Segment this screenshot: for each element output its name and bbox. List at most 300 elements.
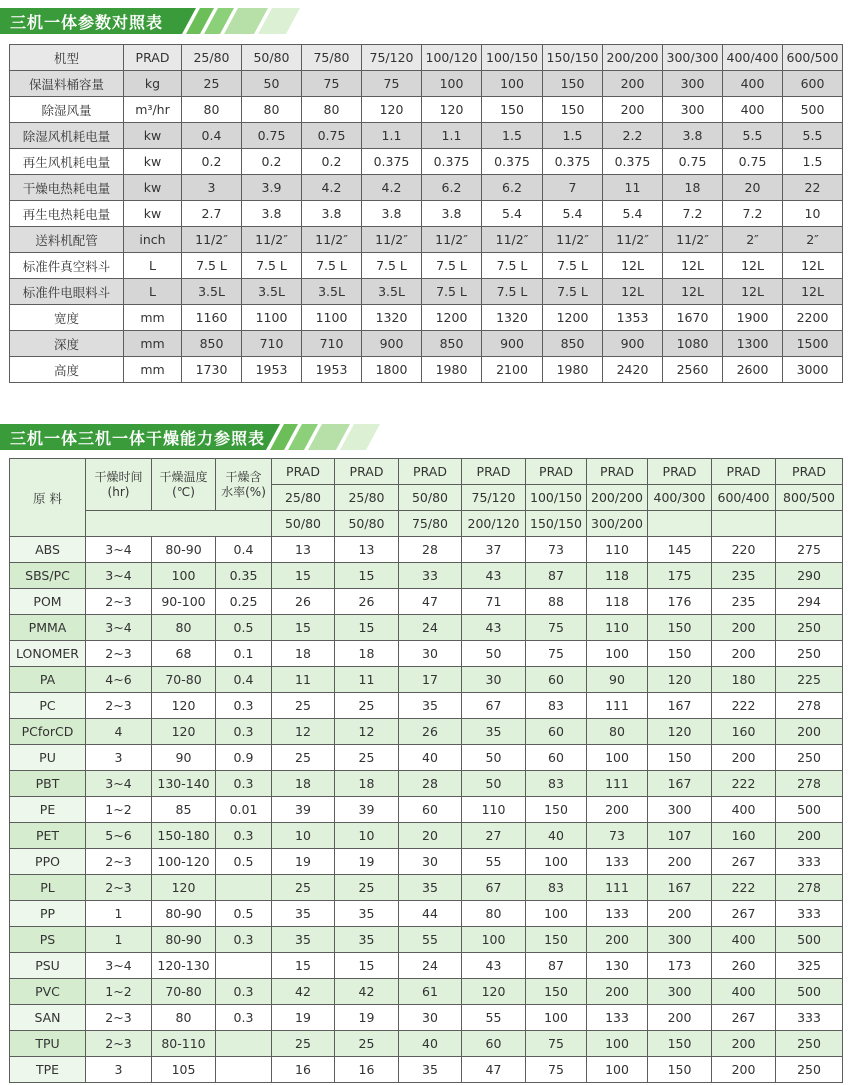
row-unit: kw — [124, 123, 182, 149]
value-cell: 900 — [362, 331, 422, 357]
capacity-cell: 12 — [272, 719, 335, 745]
capacity-cell: 19 — [335, 1005, 399, 1031]
table-row — [10, 175, 843, 201]
capacity-cell: 18 — [335, 771, 399, 797]
value-cell: 400 — [723, 71, 783, 97]
capacity-cell: 19 — [335, 849, 399, 875]
capacity-cell: 18 — [272, 771, 335, 797]
capacity-cell: 55 — [462, 849, 526, 875]
value-cell: 100 — [422, 71, 482, 97]
value-cell: 7.5 L — [543, 253, 603, 279]
value-cell: 80 — [302, 97, 362, 123]
value-cell: 12L — [603, 253, 663, 279]
material-cell: TPU — [10, 1031, 86, 1057]
model-b-header-cell — [712, 511, 776, 537]
capacity-cell: 200 — [712, 615, 776, 641]
header-blank — [86, 511, 272, 537]
capacity-cell: 400 — [712, 927, 776, 953]
value-cell: 12L — [783, 279, 843, 305]
capacity-cell: 150 — [648, 641, 712, 667]
value-cell: 3.8 — [422, 201, 482, 227]
value-cell: 850 — [422, 331, 482, 357]
model-header-cell: 25/80 — [182, 45, 242, 71]
model-b-header-cell: 150/150 — [526, 511, 587, 537]
table-row — [10, 71, 843, 97]
value-cell: 80 — [182, 97, 242, 123]
moisture-cell — [216, 1031, 272, 1057]
capacity-cell: 20 — [399, 823, 462, 849]
value-cell: 0.375 — [422, 149, 482, 175]
value-cell: 1.1 — [422, 123, 482, 149]
capacity-cell: 75 — [526, 615, 587, 641]
capacity-cell: 39 — [272, 797, 335, 823]
capacity-cell: 110 — [462, 797, 526, 823]
capacity-cell: 60 — [399, 797, 462, 823]
row-unit: inch — [124, 227, 182, 253]
value-cell: 850 — [543, 331, 603, 357]
capacity-cell: 30 — [399, 849, 462, 875]
capacity-cell: 118 — [587, 589, 648, 615]
value-cell: 2560 — [663, 357, 723, 383]
capacity-cell: 37 — [462, 537, 526, 563]
table-row — [10, 667, 843, 693]
capacity-cell: 42 — [272, 979, 335, 1005]
model-header-cell: 50/80 — [242, 45, 302, 71]
table-row — [10, 253, 843, 279]
moisture-cell: 0.5 — [216, 901, 272, 927]
header-drying-time-unit: (hr) — [107, 484, 130, 499]
capacity-cell: 200 — [776, 719, 843, 745]
material-cell: PSU — [10, 953, 86, 979]
value-cell: 1100 — [302, 305, 362, 331]
capacity-cell: 200 — [587, 979, 648, 1005]
capacity-cell: 43 — [462, 953, 526, 979]
capacity-cell: 300 — [648, 797, 712, 823]
capacity-cell: 150 — [648, 1031, 712, 1057]
value-cell: 75 — [302, 71, 362, 97]
drying-time-cell: 1 — [86, 927, 152, 953]
table2-header-row-3 — [10, 511, 843, 537]
capacity-cell: 100 — [462, 927, 526, 953]
row-unit: m³/hr — [124, 97, 182, 123]
capacity-cell: 42 — [335, 979, 399, 1005]
capacity-cell: 24 — [399, 615, 462, 641]
value-cell: 300 — [663, 97, 723, 123]
value-cell: 2″ — [723, 227, 783, 253]
model-header-cell: 75/120 — [362, 45, 422, 71]
capacity-cell: 26 — [272, 589, 335, 615]
capacity-cell: 133 — [587, 901, 648, 927]
capacity-cell: 25 — [335, 1031, 399, 1057]
table-row — [10, 979, 843, 1005]
capacity-cell: 200 — [712, 641, 776, 667]
capacity-cell: 133 — [587, 849, 648, 875]
table-row — [10, 227, 843, 253]
capacity-cell: 167 — [648, 693, 712, 719]
value-cell: 11/2″ — [302, 227, 362, 253]
capacity-cell: 100 — [587, 745, 648, 771]
capacity-cell: 200 — [587, 927, 648, 953]
moisture-cell: 0.4 — [216, 537, 272, 563]
value-cell: 1.5 — [783, 149, 843, 175]
drying-time-cell: 2~3 — [86, 641, 152, 667]
table-row — [10, 693, 843, 719]
value-cell: 120 — [422, 97, 482, 123]
value-cell: 7.5 L — [182, 253, 242, 279]
value-cell: 1320 — [362, 305, 422, 331]
row-unit: mm — [124, 331, 182, 357]
moisture-cell: 0.5 — [216, 849, 272, 875]
moisture-cell: 0.4 — [216, 667, 272, 693]
value-cell: 5.5 — [723, 123, 783, 149]
capacity-cell: 180 — [712, 667, 776, 693]
capacity-cell: 35 — [335, 927, 399, 953]
capacity-cell: 30 — [462, 667, 526, 693]
value-cell: 12L — [663, 279, 723, 305]
moisture-cell: 0.1 — [216, 641, 272, 667]
drying-time-cell: 2~3 — [86, 875, 152, 901]
value-cell: 1080 — [663, 331, 723, 357]
table-row — [10, 537, 843, 563]
capacity-cell: 35 — [272, 901, 335, 927]
section1-title: 三机一体参数对照表 — [10, 13, 164, 32]
capacity-cell: 60 — [526, 719, 587, 745]
header-material: 原 料 — [10, 459, 86, 537]
table-row — [10, 279, 843, 305]
capacity-cell: 83 — [526, 771, 587, 797]
material-cell: PU — [10, 745, 86, 771]
value-cell: 3 — [182, 175, 242, 201]
capacity-cell: 43 — [462, 563, 526, 589]
material-cell: POM — [10, 589, 86, 615]
material-cell: PVC — [10, 979, 86, 1005]
drying-time-cell: 2~3 — [86, 589, 152, 615]
value-cell: 1200 — [543, 305, 603, 331]
material-cell: SBS/PC — [10, 563, 86, 589]
capacity-cell: 111 — [587, 693, 648, 719]
capacity-cell: 145 — [648, 537, 712, 563]
drying-temp-cell: 80-90 — [152, 927, 216, 953]
drying-temp-cell: 85 — [152, 797, 216, 823]
drying-temp-cell: 68 — [152, 641, 216, 667]
value-cell: 4.2 — [362, 175, 422, 201]
value-cell: 0.2 — [242, 149, 302, 175]
capacity-cell: 26 — [399, 719, 462, 745]
material-cell: PL — [10, 875, 86, 901]
table-row — [10, 849, 843, 875]
drying-temp-cell: 100 — [152, 563, 216, 589]
moisture-cell: 0.3 — [216, 719, 272, 745]
value-cell: 3.8 — [663, 123, 723, 149]
drying-time-cell: 3~4 — [86, 537, 152, 563]
capacity-cell: 16 — [335, 1057, 399, 1083]
capacity-cell: 267 — [712, 1005, 776, 1031]
section1-banner — [0, 6, 300, 36]
capacity-cell: 15 — [272, 563, 335, 589]
material-cell: PS — [10, 927, 86, 953]
capacity-cell: 220 — [712, 537, 776, 563]
capacity-cell: 17 — [399, 667, 462, 693]
row-label: 深度 — [10, 331, 124, 357]
header-model-label: 机型 — [10, 45, 124, 71]
capacity-cell: 10 — [335, 823, 399, 849]
value-cell: 1353 — [603, 305, 663, 331]
value-cell: 5.4 — [482, 201, 543, 227]
capacity-cell: 50 — [462, 641, 526, 667]
capacity-cell: 40 — [399, 1031, 462, 1057]
value-cell: 5.5 — [783, 123, 843, 149]
capacity-cell: 120 — [648, 667, 712, 693]
capacity-cell: 25 — [335, 693, 399, 719]
value-cell: 3.8 — [242, 201, 302, 227]
drying-temp-cell: 80-90 — [152, 537, 216, 563]
capacity-cell: 75 — [526, 1031, 587, 1057]
header-moisture-unit: 水率(%) — [221, 484, 266, 499]
capacity-cell: 333 — [776, 1005, 843, 1031]
value-cell: 2420 — [603, 357, 663, 383]
drying-temp-cell: 120 — [152, 875, 216, 901]
capacity-cell: 325 — [776, 953, 843, 979]
capacity-cell: 260 — [712, 953, 776, 979]
capacity-cell: 175 — [648, 563, 712, 589]
drying-time-cell: 5~6 — [86, 823, 152, 849]
value-cell: 18 — [663, 175, 723, 201]
row-label: 除湿风机耗电量 — [10, 123, 124, 149]
capacity-cell: 87 — [526, 953, 587, 979]
table-row — [10, 927, 843, 953]
header-prad-label: PRAD — [124, 45, 182, 71]
value-cell: 2.2 — [603, 123, 663, 149]
header-moisture-label: 干燥含 — [225, 469, 262, 484]
table-row — [10, 563, 843, 589]
moisture-cell: 0.35 — [216, 563, 272, 589]
drying-temp-cell: 80 — [152, 615, 216, 641]
value-cell: 0.2 — [302, 149, 362, 175]
capacity-cell: 25 — [272, 745, 335, 771]
capacity-cell: 67 — [462, 875, 526, 901]
value-cell: 3.8 — [362, 201, 422, 227]
value-cell: 0.4 — [182, 123, 242, 149]
capacity-cell: 167 — [648, 875, 712, 901]
capacity-cell: 100 — [587, 641, 648, 667]
value-cell: 1730 — [182, 357, 242, 383]
capacity-cell: 250 — [776, 745, 843, 771]
section2-title: 三机一体三机一体干燥能力参照表 — [10, 429, 266, 448]
material-cell: ABS — [10, 537, 86, 563]
value-cell: 300 — [663, 71, 723, 97]
capacity-cell: 278 — [776, 771, 843, 797]
material-cell: SAN — [10, 1005, 86, 1031]
value-cell: 1800 — [362, 357, 422, 383]
value-cell: 1.5 — [482, 123, 543, 149]
capacity-cell: 222 — [712, 693, 776, 719]
value-cell: 7.2 — [663, 201, 723, 227]
capacity-cell: 200 — [648, 849, 712, 875]
table-row — [10, 305, 843, 331]
capacity-cell: 278 — [776, 693, 843, 719]
capacity-cell: 200 — [776, 823, 843, 849]
capacity-cell: 83 — [526, 875, 587, 901]
table-row — [10, 771, 843, 797]
moisture-cell: 0.3 — [216, 1005, 272, 1031]
value-cell: 12L — [723, 279, 783, 305]
value-cell: 12L — [663, 253, 723, 279]
row-unit: mm — [124, 305, 182, 331]
capacity-cell: 25 — [272, 875, 335, 901]
row-unit: kw — [124, 175, 182, 201]
capacity-cell: 25 — [335, 745, 399, 771]
capacity-cell: 110 — [587, 537, 648, 563]
material-cell: PA — [10, 667, 86, 693]
model-a-header-cell: 75/120 — [462, 485, 526, 511]
capacity-cell: 11 — [335, 667, 399, 693]
capacity-cell: 250 — [776, 615, 843, 641]
model-header-cell: 100/150 — [482, 45, 543, 71]
capacity-cell: 100 — [526, 849, 587, 875]
capacity-cell: 60 — [462, 1031, 526, 1057]
model-header-cell: 100/120 — [422, 45, 482, 71]
value-cell: 6.2 — [422, 175, 482, 201]
value-cell: 3.5L — [302, 279, 362, 305]
value-cell: 850 — [182, 331, 242, 357]
capacity-cell: 90 — [587, 667, 648, 693]
capacity-cell: 100 — [587, 1057, 648, 1083]
capacity-cell: 111 — [587, 771, 648, 797]
capacity-cell: 35 — [399, 693, 462, 719]
value-cell: 1980 — [422, 357, 482, 383]
capacity-cell: 150 — [526, 797, 587, 823]
value-cell: 3.5L — [242, 279, 302, 305]
drying-capacity-table — [9, 458, 843, 1083]
capacity-cell: 200 — [712, 745, 776, 771]
capacity-cell: 130 — [587, 953, 648, 979]
capacity-cell: 500 — [776, 927, 843, 953]
value-cell: 7.5 L — [242, 253, 302, 279]
capacity-cell: 250 — [776, 1057, 843, 1083]
value-cell: 0.375 — [362, 149, 422, 175]
capacity-cell: 15 — [272, 615, 335, 641]
value-cell: 11/2″ — [543, 227, 603, 253]
header-drying-temp-label: 干燥温度 — [159, 469, 208, 484]
capacity-cell: 250 — [776, 641, 843, 667]
drying-temp-cell: 150-180 — [152, 823, 216, 849]
capacity-cell: 200 — [648, 1005, 712, 1031]
capacity-cell: 150 — [648, 615, 712, 641]
moisture-cell: 0.3 — [216, 693, 272, 719]
row-unit: kw — [124, 201, 182, 227]
model-b-header-cell: 75/80 — [399, 511, 462, 537]
capacity-cell: 55 — [399, 927, 462, 953]
table-row — [10, 745, 843, 771]
drying-temp-cell: 70-80 — [152, 979, 216, 1005]
capacity-cell: 150 — [526, 979, 587, 1005]
prad-header-cell: PRAD — [712, 459, 776, 485]
value-cell: 3.8 — [302, 201, 362, 227]
capacity-cell: 30 — [399, 1005, 462, 1031]
capacity-cell: 15 — [335, 615, 399, 641]
drying-time-cell: 3~4 — [86, 615, 152, 641]
parameter-table — [9, 44, 843, 383]
prad-header-cell: PRAD — [526, 459, 587, 485]
value-cell: 150 — [543, 97, 603, 123]
value-cell: 20 — [723, 175, 783, 201]
capacity-cell: 222 — [712, 771, 776, 797]
table-row — [10, 1057, 843, 1083]
value-cell: 150 — [543, 71, 603, 97]
model-b-header-cell — [776, 511, 843, 537]
prad-header-cell: PRAD — [587, 459, 648, 485]
row-label: 高度 — [10, 357, 124, 383]
material-cell: PET — [10, 823, 86, 849]
value-cell: 120 — [362, 97, 422, 123]
capacity-cell: 173 — [648, 953, 712, 979]
row-label: 标准件电眼料斗 — [10, 279, 124, 305]
capacity-cell: 500 — [776, 797, 843, 823]
capacity-cell: 19 — [272, 1005, 335, 1031]
capacity-cell: 300 — [648, 979, 712, 1005]
capacity-cell: 290 — [776, 563, 843, 589]
model-a-header-cell: 400/300 — [648, 485, 712, 511]
value-cell: 2″ — [783, 227, 843, 253]
value-cell: 11/2″ — [182, 227, 242, 253]
drying-time-cell: 3 — [86, 1057, 152, 1083]
material-cell: LONOMER — [10, 641, 86, 667]
drying-time-cell: 1~2 — [86, 979, 152, 1005]
value-cell: 200 — [603, 71, 663, 97]
capacity-cell: 100 — [587, 1031, 648, 1057]
drying-temp-cell: 90-100 — [152, 589, 216, 615]
capacity-cell: 267 — [712, 849, 776, 875]
capacity-cell: 75 — [526, 1057, 587, 1083]
value-cell: 0.375 — [543, 149, 603, 175]
capacity-cell: 73 — [587, 823, 648, 849]
drying-temp-cell: 120 — [152, 719, 216, 745]
model-b-header-cell — [648, 511, 712, 537]
table-row — [10, 331, 843, 357]
drying-time-cell: 2~3 — [86, 849, 152, 875]
value-cell: 100 — [482, 71, 543, 97]
value-cell: 7.5 L — [302, 253, 362, 279]
capacity-cell: 18 — [272, 641, 335, 667]
value-cell: 200 — [603, 97, 663, 123]
material-cell: TPE — [10, 1057, 86, 1083]
capacity-cell: 118 — [587, 563, 648, 589]
table-row — [10, 123, 843, 149]
row-unit: L — [124, 279, 182, 305]
capacity-cell: 28 — [399, 537, 462, 563]
capacity-cell: 15 — [335, 563, 399, 589]
capacity-cell: 200 — [648, 901, 712, 927]
drying-temp-cell: 80 — [152, 1005, 216, 1031]
model-a-header-cell: 100/150 — [526, 485, 587, 511]
capacity-cell: 40 — [399, 745, 462, 771]
capacity-cell: 300 — [648, 927, 712, 953]
value-cell: 7.5 L — [482, 279, 543, 305]
value-cell: 11/2″ — [482, 227, 543, 253]
value-cell: 1100 — [242, 305, 302, 331]
material-cell: PE — [10, 797, 86, 823]
capacity-cell: 35 — [399, 875, 462, 901]
value-cell: 710 — [302, 331, 362, 357]
capacity-cell: 50 — [462, 745, 526, 771]
capacity-cell: 160 — [712, 719, 776, 745]
table-row — [10, 1005, 843, 1031]
table-row — [10, 1031, 843, 1057]
capacity-cell: 176 — [648, 589, 712, 615]
moisture-cell — [216, 953, 272, 979]
value-cell: 600 — [783, 71, 843, 97]
value-cell: 1160 — [182, 305, 242, 331]
